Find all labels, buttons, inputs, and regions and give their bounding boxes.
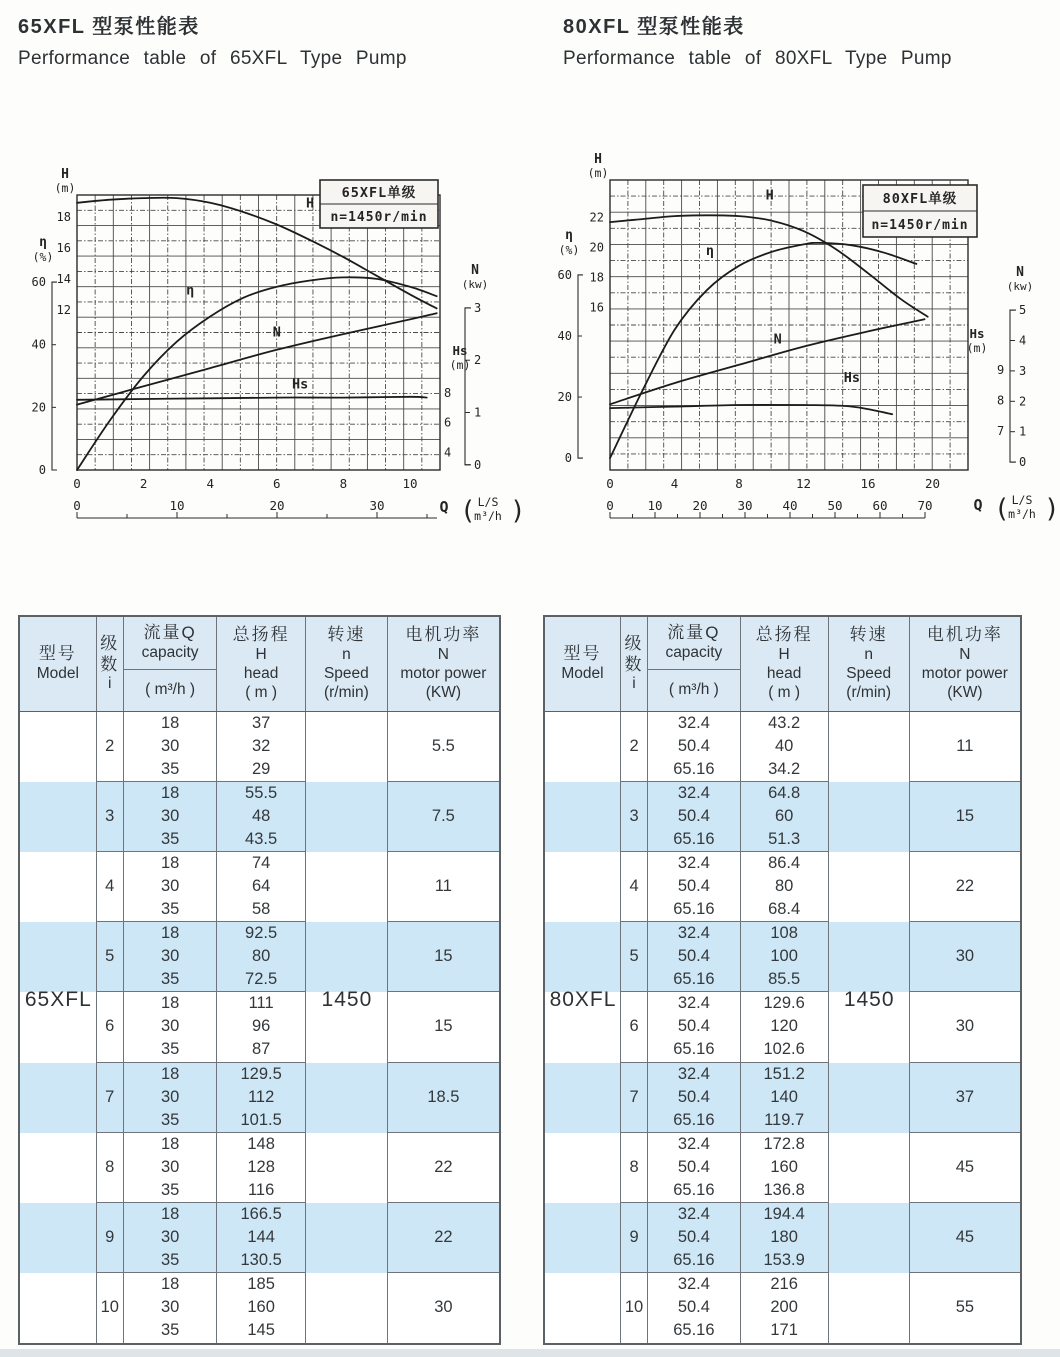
svg-text:8: 8 [339, 476, 348, 491]
stage-number: 3 [97, 782, 124, 852]
stage-number: 6 [97, 992, 124, 1062]
header-head: 总扬程 H head ( m ) [741, 617, 829, 711]
model-value: 65XFL [24, 987, 92, 1011]
speed-span-cell [829, 712, 910, 782]
svg-text:80XFL单级: 80XFL单级 [882, 191, 958, 207]
capacity-values: 18 30 35 [124, 712, 217, 782]
table-row [20, 712, 499, 782]
stage-number: 7 [97, 1063, 124, 1133]
svg-text:40: 40 [557, 328, 572, 343]
svg-text:3: 3 [1019, 363, 1027, 378]
speed-span-cell [829, 1063, 910, 1133]
svg-text:Hs: Hs [843, 370, 861, 387]
svg-text:10: 10 [169, 498, 185, 513]
motor-power-value: 11 [388, 852, 499, 922]
svg-text:14: 14 [56, 271, 71, 286]
stage-number: 7 [621, 1063, 648, 1133]
svg-text:12: 12 [795, 476, 812, 491]
motor-power-value: 45 [910, 1133, 1020, 1203]
svg-text:m³/h: m³/h [1008, 507, 1036, 521]
capacity-values: 18 30 35 [124, 852, 217, 922]
svg-text:0: 0 [1019, 455, 1027, 470]
svg-text:Q: Q [973, 496, 983, 514]
table-row [20, 1203, 499, 1273]
table-row [20, 992, 499, 1062]
speed-span-cell [306, 1063, 388, 1133]
svg-text:(m): (m) [587, 166, 609, 180]
stage-number: 3 [621, 782, 648, 852]
svg-text:n=1450r/min: n=1450r/min [871, 218, 969, 233]
svg-text:0: 0 [606, 476, 614, 491]
motor-power-value: 30 [910, 992, 1020, 1062]
svg-text:Hs: Hs [291, 376, 309, 393]
model-span-cell [545, 1133, 621, 1203]
header-power: 电机功率 N motor power (KW) [921, 625, 1008, 701]
table-body [20, 712, 499, 1343]
head-values: 166.5 144 130.5 [217, 1203, 306, 1273]
stage-number: 10 [97, 1273, 124, 1343]
head-values: 64.8 60 51.3 [741, 782, 829, 852]
svg-text:Q: Q [439, 498, 449, 516]
table-row [545, 782, 1020, 852]
table-header [20, 617, 499, 712]
speed-span-cell [306, 712, 388, 782]
svg-text:3: 3 [474, 300, 482, 315]
speed-span-cell [829, 1273, 910, 1343]
svg-text:H: H [765, 187, 774, 204]
svg-text:0: 0 [606, 498, 614, 513]
svg-text:7: 7 [997, 423, 1005, 438]
svg-text:Hs: Hs [452, 343, 468, 358]
svg-text:(%): (%) [558, 242, 580, 257]
capacity-values: 32.4 50.4 65.16 [648, 782, 741, 852]
pump-table-80xfl [543, 615, 1022, 1345]
speed-span-cell [829, 992, 910, 1062]
capacity-values: 32.4 50.4 65.16 [648, 1203, 741, 1273]
header-stage: 级 数 i [621, 617, 648, 711]
svg-text:2: 2 [1019, 394, 1027, 409]
table-row [545, 712, 1020, 782]
svg-text:N: N [773, 331, 782, 348]
model-span-cell [20, 992, 97, 1062]
stage-number: 9 [621, 1203, 648, 1273]
table-row [545, 1203, 1020, 1273]
svg-text:8: 8 [444, 386, 452, 401]
svg-text:η: η [39, 235, 47, 251]
svg-text:1: 1 [474, 405, 482, 420]
head-values: 108 100 85.5 [741, 922, 829, 992]
svg-text:H: H [306, 195, 315, 212]
svg-text:n=1450r/min: n=1450r/min [330, 210, 428, 225]
head-values: 37 32 29 [217, 712, 306, 782]
speed-span-cell [306, 1273, 388, 1343]
head-values: 55.5 48 43.5 [217, 782, 306, 852]
table-row [545, 992, 1020, 1062]
svg-text:10: 10 [647, 498, 663, 513]
motor-power-value: 15 [910, 782, 1020, 852]
motor-power-value: 30 [910, 922, 1020, 992]
capacity-values: 32.4 50.4 65.16 [648, 852, 741, 922]
head-values: 111 96 87 [217, 992, 306, 1062]
head-values: 172.8 160 136.8 [741, 1133, 829, 1203]
svg-text:65XFL单级: 65XFL单级 [341, 185, 417, 201]
svg-text:(m): (m) [54, 181, 76, 195]
motor-power-value: 22 [910, 852, 1020, 922]
stage-number: 8 [621, 1133, 648, 1203]
model-span-cell [545, 1203, 621, 1273]
svg-text:2: 2 [139, 476, 148, 491]
table-row [20, 1133, 499, 1203]
motor-power-value: 15 [388, 992, 499, 1062]
header-capacity: 流量Q capacity ( m³/h ) [124, 617, 217, 711]
stage-number: 8 [97, 1133, 124, 1203]
svg-text:22: 22 [589, 210, 604, 225]
svg-text:30: 30 [737, 498, 753, 513]
svg-text:0: 0 [474, 457, 482, 472]
header-model: 型号 Model [545, 617, 621, 711]
svg-text:16: 16 [589, 300, 604, 315]
svg-text:(kw): (kw) [461, 277, 489, 291]
svg-text:4: 4 [1019, 333, 1027, 348]
svg-text:(m): (m) [966, 341, 988, 355]
svg-text:4: 4 [444, 445, 452, 460]
header-head: 总扬程 H head ( m ) [217, 617, 306, 711]
svg-text:8: 8 [735, 476, 743, 491]
motor-power-value: 37 [910, 1063, 1020, 1133]
speed-span-cell [829, 782, 910, 852]
speed-span-cell [829, 922, 910, 992]
speed-span-cell [306, 1133, 388, 1203]
svg-text:20: 20 [589, 240, 604, 255]
svg-text:): ) [510, 496, 526, 526]
stage-number: 6 [621, 992, 648, 1062]
head-values: 148 128 116 [217, 1133, 306, 1203]
svg-text:(kw): (kw) [1006, 280, 1034, 294]
motor-power-value: 22 [388, 1203, 499, 1273]
svg-text:(: ( [994, 494, 1010, 524]
motor-power-value: 55 [955, 1298, 975, 1317]
table-row [20, 1273, 499, 1343]
table-row [545, 1273, 1020, 1343]
model-span-cell [545, 922, 621, 992]
motor-power-value: 18.5 [388, 1063, 499, 1133]
svg-text:20: 20 [31, 400, 46, 415]
speed-span-cell [306, 992, 388, 1062]
svg-text:(m): (m) [449, 358, 471, 372]
svg-text:Hs: Hs [969, 326, 985, 341]
speed-span-cell [829, 852, 910, 922]
table-header [545, 617, 1020, 712]
head-values: 185 160 145 [217, 1273, 306, 1343]
svg-text:8: 8 [997, 393, 1005, 408]
table-row [545, 852, 1020, 922]
head-values: 216 200 171 [741, 1273, 829, 1343]
head-values: 74 64 58 [217, 852, 306, 922]
svg-text:0: 0 [73, 476, 81, 491]
model-value: 80XFL [549, 987, 617, 1011]
model-span-cell [20, 1203, 97, 1273]
speed-span-cell [829, 1133, 910, 1203]
svg-text:): ) [1044, 494, 1060, 524]
performance-chart-65xfl [30, 160, 530, 537]
svg-text:40: 40 [31, 337, 46, 352]
speed-value: 1450 [321, 987, 373, 1011]
motor-power-value: 15 [388, 922, 499, 992]
header-model-en: Model [36, 664, 79, 682]
svg-text:50: 50 [827, 498, 843, 513]
head-values: 86.4 80 68.4 [741, 852, 829, 922]
model-span-cell [545, 852, 621, 922]
motor-power-value: 22 [388, 1133, 499, 1203]
stage-number: 2 [97, 712, 124, 782]
svg-text:18: 18 [56, 209, 71, 224]
stage-number: 5 [621, 922, 648, 992]
svg-text:0: 0 [564, 451, 572, 466]
motor-power-value: 7.5 [388, 782, 499, 852]
head-values: 129.6 120 102.6 [741, 992, 829, 1062]
title-65xfl-zh: 65XFL 型泵性能表 [18, 16, 200, 38]
svg-text:20: 20 [924, 476, 941, 491]
svg-text:40: 40 [782, 498, 798, 513]
model-span-cell [545, 1063, 621, 1133]
svg-text:N: N [471, 262, 479, 278]
svg-text:30: 30 [369, 498, 385, 513]
stage-number: 9 [97, 1203, 124, 1273]
stage-number: 2 [621, 712, 648, 782]
model-span-cell [20, 782, 97, 852]
table-row [545, 1133, 1020, 1203]
svg-text:60: 60 [31, 275, 46, 290]
title-80xfl-en: Performance table of 80XFL Type Pump [563, 48, 952, 69]
speed-span-cell [306, 1203, 388, 1273]
speed-span-cell [306, 922, 388, 992]
svg-text:20: 20 [692, 498, 708, 513]
svg-text:6: 6 [273, 476, 281, 491]
capacity-values: 18 30 35 [124, 992, 217, 1062]
stage-number: 4 [621, 852, 648, 922]
svg-text:60: 60 [557, 267, 572, 282]
svg-text:10: 10 [402, 476, 418, 491]
svg-text:L/S: L/S [1011, 493, 1033, 507]
header-model-zh: 型号 [38, 644, 77, 664]
table-row [545, 922, 1020, 992]
svg-text:5: 5 [1019, 303, 1027, 318]
svg-text:H: H [61, 167, 69, 182]
svg-text:0: 0 [38, 463, 46, 477]
title-80xfl-zh: 80XFL 型泵性能表 [563, 16, 745, 38]
speed-value: 1450 [843, 987, 895, 1011]
svg-text:m³/h: m³/h [474, 509, 502, 523]
model-span-cell [20, 1133, 97, 1203]
capacity-values: 18 30 35 [124, 1063, 217, 1133]
stage-number: 5 [97, 922, 124, 992]
svg-text:16: 16 [860, 476, 876, 491]
svg-text:16: 16 [56, 240, 71, 255]
capacity-values: 32.4 50.4 65.16 [648, 1063, 741, 1133]
model-span-cell [20, 852, 97, 922]
svg-text:η: η [186, 282, 195, 299]
model-span-cell [20, 922, 97, 992]
table-row [20, 782, 499, 852]
svg-text:2: 2 [474, 353, 482, 368]
motor-power-value: 5.5 [388, 712, 499, 782]
title-65xfl-en: Performance table of 65XFL Type Pump [18, 48, 407, 69]
svg-text:η: η [705, 243, 715, 260]
title-65xfl [18, 10, 407, 70]
head-values: 43.2 40 34.2 [741, 712, 829, 782]
header-stage: 级 数 i [97, 617, 124, 711]
svg-text:60: 60 [872, 498, 888, 513]
head-values: 194.4 180 153.9 [741, 1203, 829, 1273]
header-power: 电机功率 N motor power (KW) [400, 625, 487, 701]
capacity-values: 32.4 50.4 65.16 [648, 992, 741, 1062]
capacity-values: 32.4 50.4 65.16 [648, 922, 741, 992]
model-span-cell [545, 1273, 621, 1343]
svg-text:4: 4 [206, 476, 214, 491]
head-values: 92.5 80 72.5 [217, 922, 306, 992]
chart-65xfl-svg [30, 160, 530, 532]
svg-text:H: H [594, 152, 602, 167]
header-speed: 转速 n Speed (r/min) [829, 617, 910, 711]
svg-text:1: 1 [1019, 424, 1027, 439]
page-edge-strip [0, 1349, 1060, 1357]
motor-power-value: 45 [910, 1203, 1020, 1273]
capacity-values: 18 30 35 [124, 1273, 217, 1343]
svg-text:N: N [272, 324, 281, 341]
model-span-cell [20, 712, 97, 782]
svg-text:4: 4 [670, 476, 679, 491]
header-capacity: 流量Q capacity ( m³/h ) [648, 617, 741, 711]
capacity-values: 32.4 50.4 65.16 [648, 1133, 741, 1203]
capacity-values: 32.4 50.4 65.16 [648, 712, 741, 782]
svg-text:70: 70 [917, 498, 933, 513]
svg-text:η: η [565, 227, 573, 243]
svg-text:12: 12 [56, 302, 71, 317]
svg-text:20: 20 [557, 390, 572, 405]
svg-text:(%): (%) [32, 250, 54, 265]
svg-text:20: 20 [269, 498, 285, 513]
svg-text:L/S: L/S [477, 495, 499, 509]
svg-text:9: 9 [997, 362, 1005, 377]
model-span-cell [545, 782, 621, 852]
table-row [545, 1063, 1020, 1133]
performance-chart-80xfl [545, 152, 1060, 537]
head-values: 151.2 140 119.7 [741, 1063, 829, 1133]
capacity-values: 32.4 50.4 65.16 [648, 1273, 741, 1343]
header-speed: 转速 n Speed (r/min) [306, 617, 388, 711]
stage-number: 10 [621, 1273, 648, 1343]
svg-text:18: 18 [589, 270, 604, 285]
table-body [545, 712, 1020, 1343]
capacity-values: 18 30 35 [124, 922, 217, 992]
stage-number: 4 [97, 852, 124, 922]
pump-table-65xfl [18, 615, 501, 1345]
model-span-cell [20, 1273, 97, 1343]
svg-text:6: 6 [444, 415, 452, 430]
capacity-values: 18 30 35 [124, 1133, 217, 1203]
motor-power-value: 30 [434, 1298, 453, 1317]
speed-span-cell [306, 782, 388, 852]
speed-span-cell [306, 852, 388, 922]
header-model [20, 617, 97, 711]
capacity-values: 18 30 35 [124, 1203, 217, 1273]
speed-span-cell [829, 1203, 910, 1273]
svg-text:(: ( [460, 496, 476, 526]
table-row [20, 922, 499, 992]
head-values: 129.5 112 101.5 [217, 1063, 306, 1133]
table-row [20, 852, 499, 922]
model-span-cell [545, 992, 621, 1062]
svg-text:N: N [1016, 265, 1024, 281]
capacity-values: 18 30 35 [124, 782, 217, 852]
title-80xfl [563, 10, 952, 70]
table-row [20, 1063, 499, 1133]
model-span-cell [20, 1063, 97, 1133]
chart-80xfl-svg [545, 152, 1060, 532]
svg-text:0: 0 [73, 498, 81, 513]
motor-power-value: 11 [910, 712, 1020, 782]
model-span-cell [545, 712, 621, 782]
